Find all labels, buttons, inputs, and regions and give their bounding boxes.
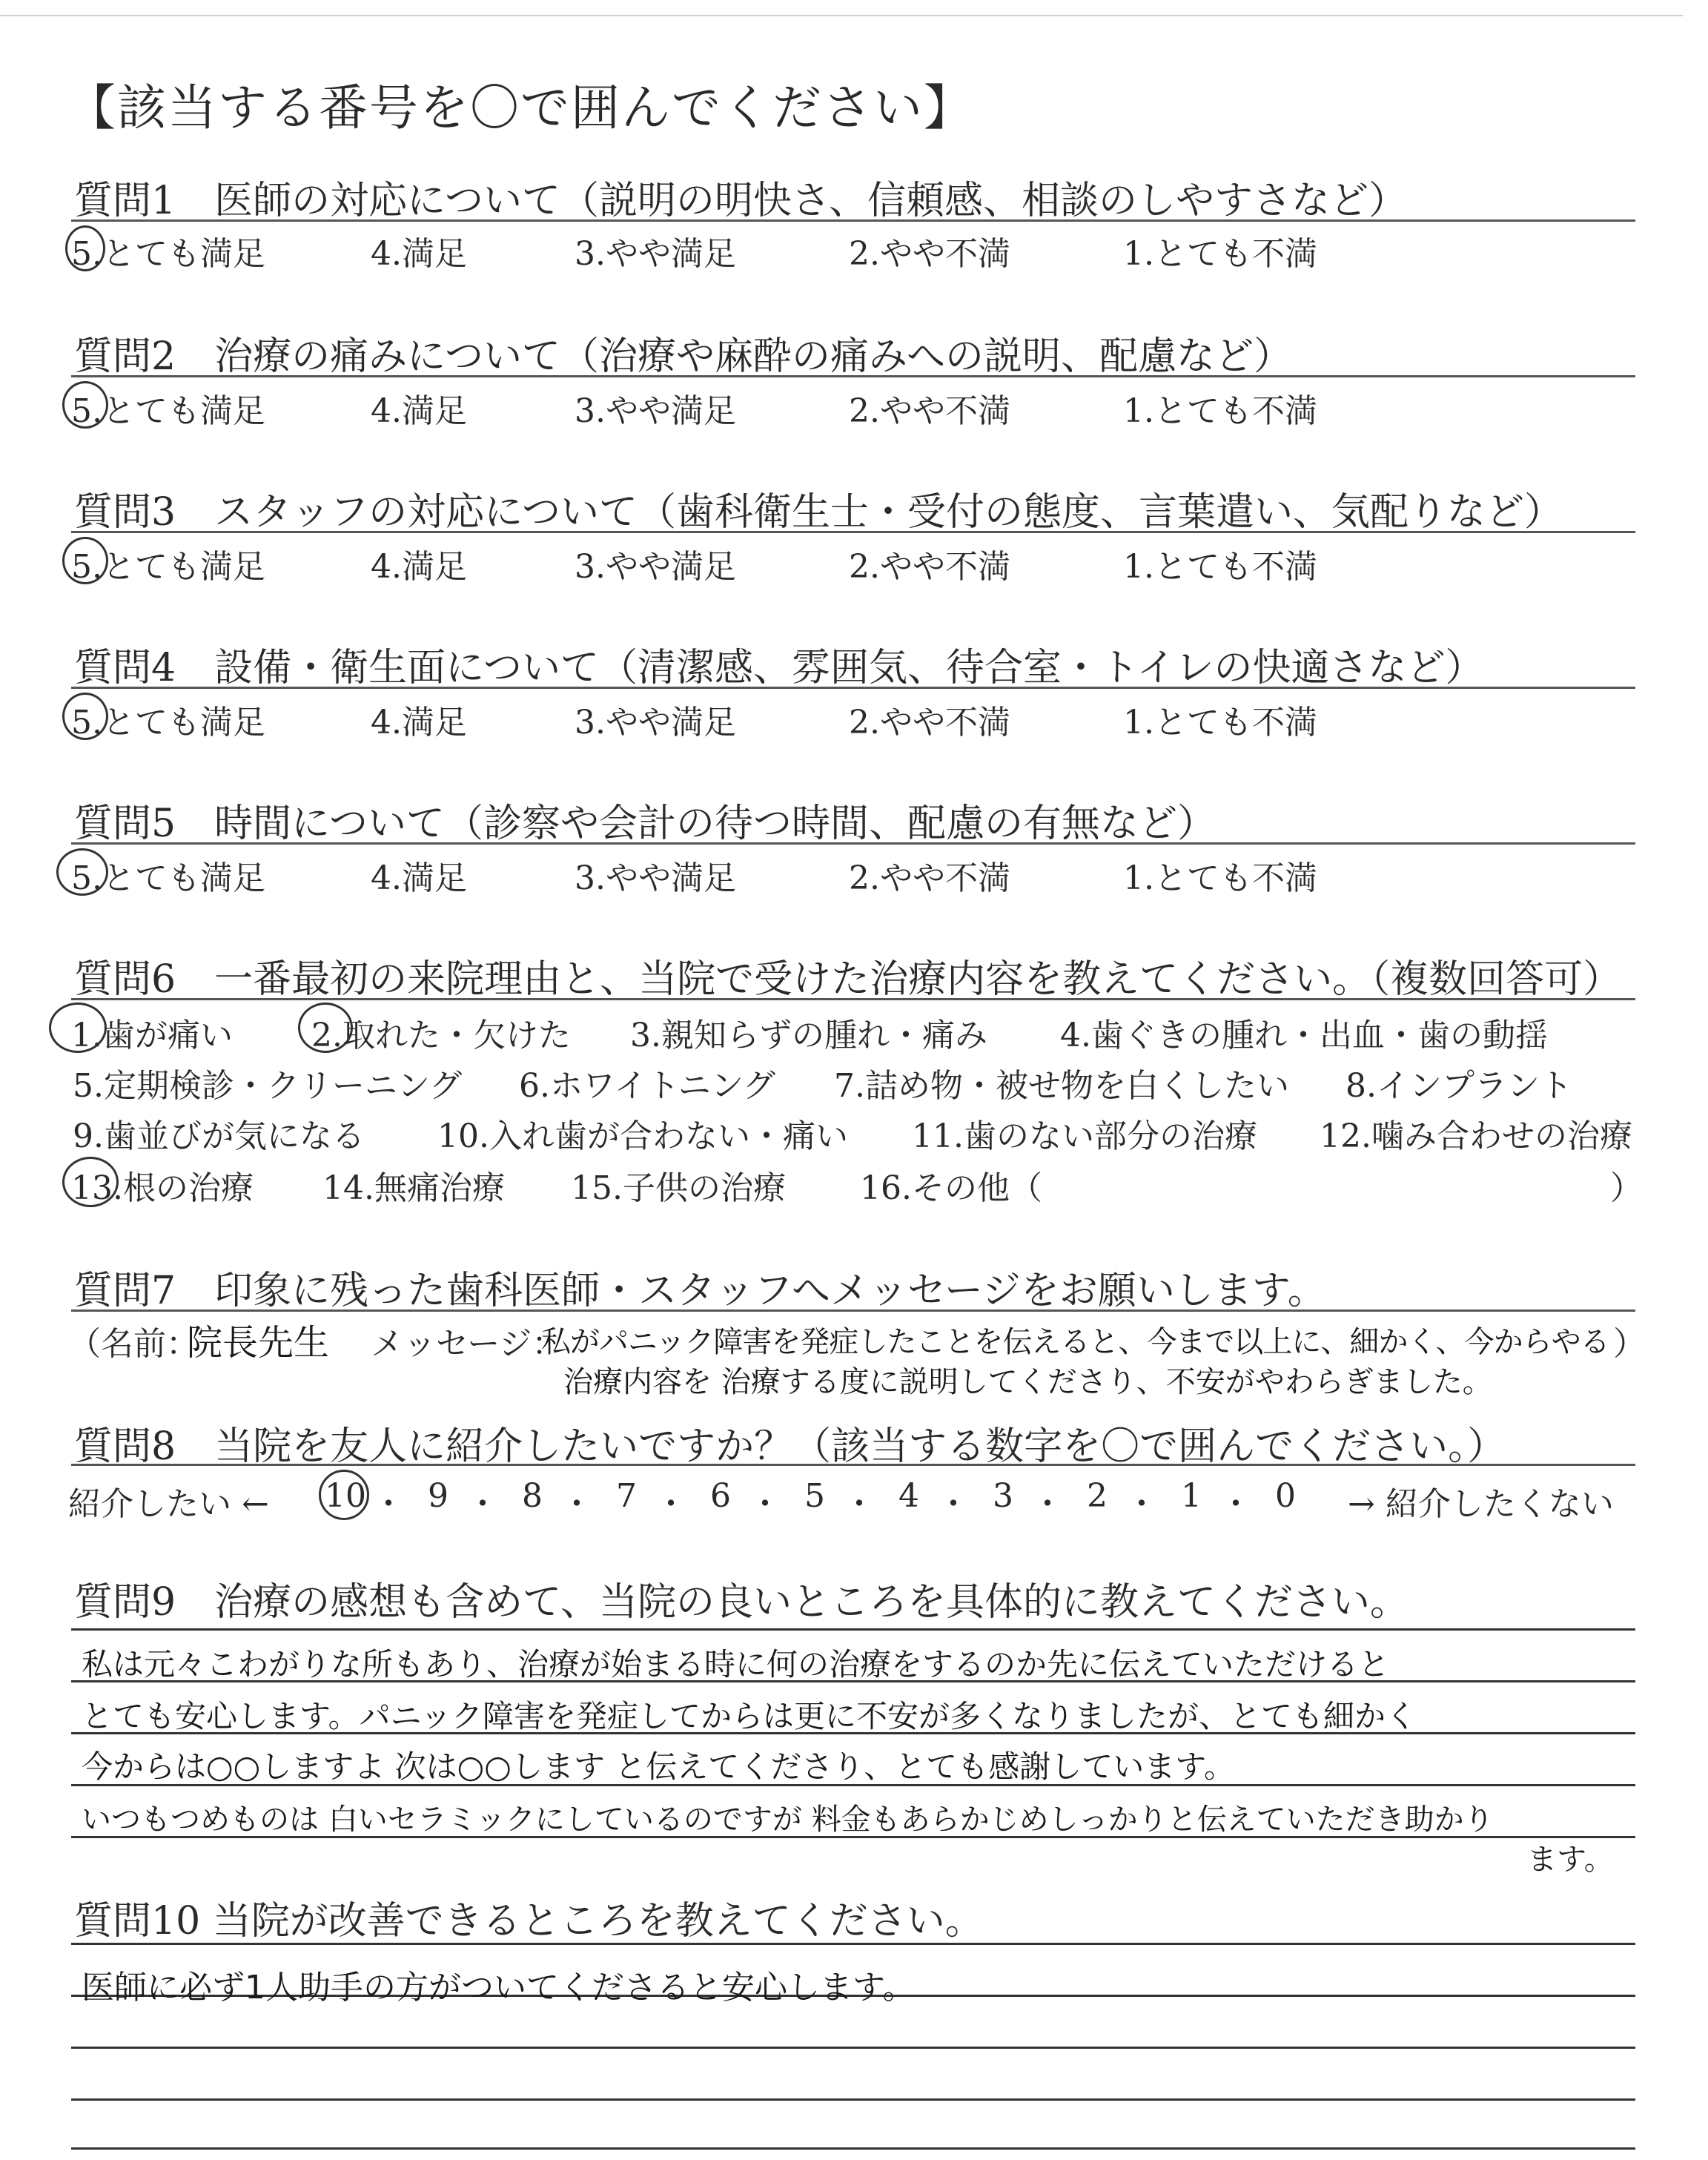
q6-option-16[interactable]: 16.その他（ (860, 1169, 1042, 1207)
question-7-title: 質問7 印象に残った歯科医師・スタッフへメッセージをお願いします。 (74, 1269, 1326, 1313)
q9-answer-line-5[interactable]: ます。 (1527, 1843, 1614, 1877)
q6-option-2[interactable]: 2.取れた・欠けた (311, 1017, 571, 1054)
q7-message-line-2[interactable]: 治療内容を 治療する度に説明してくださり、不安がやわらぎました。 (563, 1365, 1492, 1399)
q1-option-5[interactable]: 5.とても満足 (71, 235, 265, 273)
q5-selection-circle (56, 848, 108, 896)
question-4-title: 質問4 設備・衛生面について（清潔感、雰囲気、待合室・トイレの快適さなど） (74, 646, 1484, 690)
q6-option-7[interactable]: 7.詰め物・被せ物を白くしたい (834, 1067, 1289, 1105)
q9-answer-line-3[interactable]: 今からは○○しますよ 次は○○します と伝えてくださり、とても感謝しています。 (82, 1748, 1235, 1785)
q10-line-1 (71, 1943, 1635, 1945)
q5-option-4[interactable]: 4.満足 (371, 859, 467, 897)
question-9-title: 質問9 治療の感想も含めて、当院の良いところを具体的に教えてください。 (74, 1580, 1409, 1625)
q1-option-3[interactable]: 3.やや満足 (575, 235, 736, 273)
q8-scale-9[interactable]: 9 (428, 1477, 448, 1515)
q7-name-label: （名前： (68, 1325, 199, 1363)
q8-scale-separator: ・ (1219, 1485, 1252, 1523)
q7-close-paren: ） (1613, 1325, 1646, 1363)
q10-line-5 (71, 2147, 1635, 2150)
question-7-rule (71, 1309, 1635, 1312)
q3-option-2[interactable]: 2.やや不満 (849, 548, 1010, 586)
q8-scale-separator: ・ (372, 1485, 405, 1523)
q9-answer-line-4[interactable]: いつもつめものは 白いセラミックにしているのですが 料金もあらかじめしっかりと伝えていただき助かり (82, 1803, 1494, 1837)
question-3-title: 質問3 スタッフの対応について（歯科衛生士・受付の態度、言葉遣い、気配りなど） (74, 490, 1563, 535)
q5-option-1[interactable]: 1.とても不満 (1123, 859, 1317, 897)
q8-scale-separator: ・ (560, 1485, 593, 1523)
q8-scale-1[interactable]: 1 (1181, 1477, 1202, 1515)
q2-option-5[interactable]: 5.とても満足 (71, 392, 265, 430)
q3-selection-circle (62, 537, 108, 584)
q8-right-label: → 紹介したくない (1348, 1485, 1614, 1523)
q6-option-1[interactable]: 1.歯が痛い (71, 1017, 233, 1054)
q3-option-1[interactable]: 1.とても不満 (1123, 548, 1317, 586)
question-2-title: 質問2 治療の痛みについて（治療や麻酔の痛みへの説明、配慮など） (74, 334, 1293, 379)
q6-option-4[interactable]: 4.歯ぐきの腫れ・出血・歯の動揺 (1060, 1017, 1548, 1054)
q6-option-10[interactable]: 10.入れ歯が合わない・痛い (437, 1117, 848, 1155)
q8-scale-7[interactable]: 7 (616, 1477, 637, 1515)
q6-selection-circle-2 (298, 1003, 353, 1053)
q1-selection-circle (65, 225, 105, 271)
q5-option-3[interactable]: 3.やや満足 (575, 859, 736, 897)
q5-option-5[interactable]: 5.とても満足 (71, 859, 265, 897)
q6-option-14[interactable]: 14.無痛治療 (322, 1169, 505, 1207)
q4-selection-circle (62, 693, 108, 740)
q8-selection-circle (319, 1470, 369, 1520)
q9-answer-line-2[interactable]: とても安心します。パニック障害を発症してからは更に不安が多くなりましたが、とても細かく (82, 1698, 1417, 1734)
q6-option-11[interactable]: 11.歯のない部分の治療 (912, 1117, 1257, 1155)
q8-scale-separator: ・ (466, 1485, 499, 1523)
q7-message-line-1[interactable]: 私がパニック障害を発症したことを伝えると、今まで以上に、細かく、今からやる (541, 1325, 1609, 1359)
q1-option-1[interactable]: 1.とても不満 (1123, 235, 1317, 273)
top-border (0, 15, 1683, 22)
q4-option-4[interactable]: 4.満足 (371, 704, 467, 742)
q9-line-1 (71, 1628, 1635, 1631)
q4-option-5[interactable]: 5.とても満足 (71, 704, 265, 742)
survey-header: 【該当する番号を〇で囲んでください】 (67, 79, 974, 136)
q3-option-5[interactable]: 5.とても満足 (71, 548, 265, 586)
question-8-title: 質問8 当院を友人に紹介したいですか？（該当する数字を〇で囲んでください。） (74, 1424, 1506, 1469)
q10-line-4 (71, 2098, 1635, 2101)
q8-scale-5[interactable]: 5 (804, 1477, 825, 1515)
q8-scale-2[interactable]: 2 (1087, 1477, 1108, 1515)
q6-option-8[interactable]: 8.インプラント (1345, 1067, 1572, 1105)
q7-message-label: メッセージ： (371, 1325, 565, 1363)
q8-scale-3[interactable]: 3 (993, 1477, 1013, 1515)
q2-option-2[interactable]: 2.やや不満 (849, 392, 1010, 430)
q8-scale-0[interactable]: 0 (1275, 1477, 1296, 1515)
q2-option-3[interactable]: 3.やや満足 (575, 392, 736, 430)
q6-option-5[interactable]: 5.定期検診・クリーニング (73, 1067, 463, 1105)
q4-option-3[interactable]: 3.やや満足 (575, 704, 736, 742)
q9-answer-line-1[interactable]: 私は元々こわがりな所もあり、治療が始まる時に何の治療をするのか先に伝えていただけると (82, 1646, 1390, 1682)
q6-option-6[interactable]: 6.ホワイトニング (519, 1067, 776, 1105)
q2-option-1[interactable]: 1.とても不満 (1123, 392, 1317, 430)
q5-option-2[interactable]: 2.やや不満 (849, 859, 1010, 897)
q3-option-4[interactable]: 4.満足 (371, 548, 467, 586)
q4-option-2[interactable]: 2.やや不満 (849, 704, 1010, 742)
question-1-rule (71, 219, 1635, 222)
question-6-rule (71, 998, 1635, 1000)
q6-option-3[interactable]: 3.親知らずの腫れ・痛み (630, 1017, 987, 1054)
question-10-title: 質問10 当院が改善できるところを教えてください。 (74, 1899, 984, 1943)
q7-name-value[interactable]: 院長先生 (187, 1322, 330, 1364)
q8-scale-4[interactable]: 4 (898, 1477, 919, 1515)
q8-scale-separator: ・ (843, 1485, 875, 1523)
q8-scale-10[interactable]: 10 (325, 1477, 366, 1515)
q6-option-12[interactable]: 12.噛み合わせの治療 (1320, 1117, 1632, 1155)
q10-line-3 (71, 2047, 1635, 2049)
q6-selection-circle-1 (49, 1003, 107, 1053)
q8-left-label: 紹介したい ← (68, 1485, 269, 1523)
q2-selection-circle (62, 381, 108, 429)
q3-option-3[interactable]: 3.やや満足 (575, 548, 736, 586)
question-5-rule (71, 842, 1635, 845)
q8-scale-6[interactable]: 6 (710, 1477, 731, 1515)
q6-selection-circle-13 (62, 1157, 119, 1207)
q8-scale-separator: ・ (1125, 1485, 1158, 1523)
question-3-rule (71, 531, 1635, 533)
q8-scale-separator: ・ (749, 1485, 781, 1523)
question-1-title: 質問1 医師の対応について（説明の明快さ、信頼感、相談のしやすさなど） (74, 179, 1407, 223)
q6-option-9[interactable]: 9.歯並びが気になる (73, 1117, 365, 1155)
q1-option-2[interactable]: 2.やや不満 (849, 235, 1010, 273)
q8-scale-8[interactable]: 8 (522, 1477, 543, 1515)
q8-scale-separator: ・ (655, 1485, 687, 1523)
question-6-title: 質問6 一番最初の来院理由と、当院で受けた治療内容を教えてください。（複数回答可） (74, 957, 1622, 1002)
q10-answer-line-1[interactable]: 医師に必ず1人助手の方がついてくださると安心します。 (82, 1969, 916, 2007)
q6-option-15[interactable]: 15.子供の治療 (571, 1169, 786, 1207)
q6-option-13[interactable]: 13.根の治療 (71, 1169, 254, 1207)
question-5-title: 質問5 時間について（診察や会計の待つ時間、配慮の有無など） (74, 802, 1217, 846)
q4-option-1[interactable]: 1.とても不満 (1123, 704, 1317, 742)
q8-scale-separator: ・ (1031, 1485, 1064, 1523)
question-4-rule (71, 687, 1635, 689)
q1-option-4[interactable]: 4.満足 (371, 235, 467, 273)
q8-scale-separator: ・ (937, 1485, 970, 1523)
q6-close-paren: ） (1610, 1169, 1643, 1207)
question-8-rule (71, 1464, 1635, 1466)
question-2-rule (71, 375, 1635, 377)
q2-option-4[interactable]: 4.満足 (371, 392, 467, 430)
